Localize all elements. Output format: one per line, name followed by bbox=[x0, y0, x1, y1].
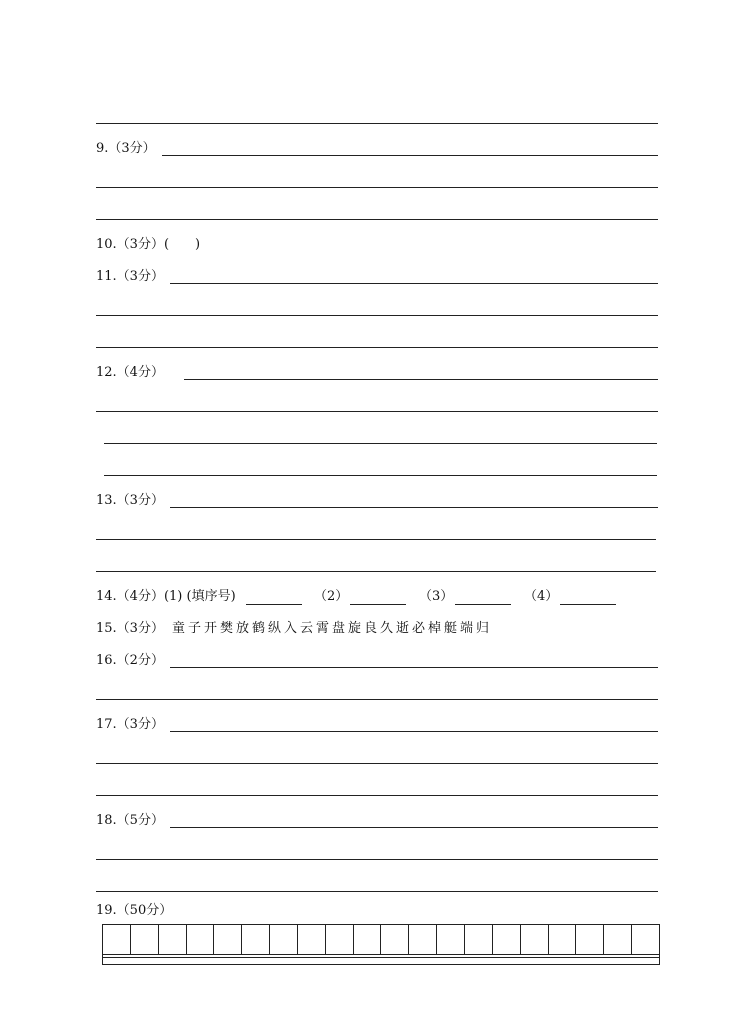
essay-grid-cell[interactable] bbox=[465, 925, 493, 954]
q19-label: 19.（50分） bbox=[96, 903, 173, 918]
q12-answer-line-3[interactable] bbox=[104, 443, 657, 444]
answer-line bbox=[96, 123, 658, 124]
q9-label: 9.（3分） bbox=[96, 141, 156, 156]
essay-grid-row[interactable] bbox=[102, 924, 660, 955]
q10-label: 10.（3分）( ) bbox=[96, 237, 201, 252]
q11-answer-line-2[interactable] bbox=[96, 315, 658, 316]
essay-grid-cell[interactable] bbox=[187, 925, 215, 954]
q13-label: 13.（3分） bbox=[96, 493, 164, 508]
q11-answer-line[interactable] bbox=[170, 283, 658, 284]
essay-grid-cell[interactable] bbox=[270, 925, 298, 954]
q14-blank-3[interactable] bbox=[455, 604, 511, 605]
q18-answer-line-3[interactable] bbox=[96, 891, 658, 892]
essay-grid-cell[interactable] bbox=[242, 925, 270, 954]
q16-answer-line[interactable] bbox=[170, 667, 658, 668]
essay-grid-cell[interactable] bbox=[381, 925, 409, 954]
essay-grid-cell[interactable] bbox=[298, 925, 326, 954]
essay-grid-cell[interactable] bbox=[326, 925, 354, 954]
q18-answer-line-2[interactable] bbox=[96, 859, 658, 860]
q14-part-4-label: （4） bbox=[524, 589, 559, 604]
q12-answer-line[interactable] bbox=[184, 379, 658, 380]
q17-answer-line-2[interactable] bbox=[96, 763, 658, 764]
essay-grid-cell[interactable] bbox=[632, 925, 659, 954]
q17-answer-line-3[interactable] bbox=[96, 795, 658, 796]
q9-answer-line[interactable] bbox=[162, 155, 658, 156]
q14-part-3-label: （3） bbox=[419, 589, 454, 604]
q16-answer-line-2[interactable] bbox=[96, 699, 658, 700]
q13-answer-line-3[interactable] bbox=[96, 571, 656, 572]
grid-divider-line bbox=[102, 957, 660, 958]
essay-grid-cell[interactable] bbox=[521, 925, 549, 954]
essay-grid-cell[interactable] bbox=[214, 925, 242, 954]
essay-grid-cell[interactable] bbox=[549, 925, 577, 954]
essay-grid-cell[interactable] bbox=[354, 925, 382, 954]
q12-label: 12.（4分） bbox=[96, 365, 164, 380]
q16-label: 16.（2分） bbox=[96, 653, 164, 668]
essay-grid-cell[interactable] bbox=[576, 925, 604, 954]
q18-label: 18.（5分） bbox=[96, 813, 164, 828]
q14-label: 14.（4分）(1) (填序号) bbox=[96, 589, 236, 604]
essay-grid-cell[interactable] bbox=[437, 925, 465, 954]
essay-grid-cell[interactable] bbox=[493, 925, 521, 954]
q14-blank-4[interactable] bbox=[560, 604, 616, 605]
q12-answer-line-2[interactable] bbox=[96, 411, 658, 412]
essay-grid-cell[interactable] bbox=[604, 925, 632, 954]
essay-grid bbox=[102, 924, 660, 964]
essay-grid-cell[interactable] bbox=[131, 925, 159, 954]
essay-grid-cell[interactable] bbox=[103, 925, 131, 954]
essay-grid-cell[interactable] bbox=[409, 925, 437, 954]
q17-answer-line[interactable] bbox=[170, 731, 658, 732]
q18-answer-line[interactable] bbox=[170, 827, 658, 828]
grid-bottom-line bbox=[102, 964, 660, 965]
essay-grid-cell[interactable] bbox=[159, 925, 187, 954]
q15-label: 15.（3分） bbox=[96, 621, 164, 636]
q14-blank-1[interactable] bbox=[246, 604, 302, 605]
q14-part-2-label: （2） bbox=[314, 589, 349, 604]
q9-answer-line-2[interactable] bbox=[96, 187, 658, 188]
q12-answer-line-4[interactable] bbox=[104, 475, 657, 476]
q9-answer-line-3[interactable] bbox=[96, 219, 658, 220]
q15-classical-text: 童子开樊放鹤纵入云霄盘旋良久逝必棹艇端归 bbox=[172, 621, 493, 636]
q14-blank-2[interactable] bbox=[350, 604, 406, 605]
q13-answer-line-2[interactable] bbox=[96, 539, 656, 540]
q13-answer-line[interactable] bbox=[170, 507, 658, 508]
q11-answer-line-3[interactable] bbox=[96, 347, 658, 348]
q17-label: 17.（3分） bbox=[96, 717, 164, 732]
q11-label: 11.（3分） bbox=[96, 269, 164, 284]
